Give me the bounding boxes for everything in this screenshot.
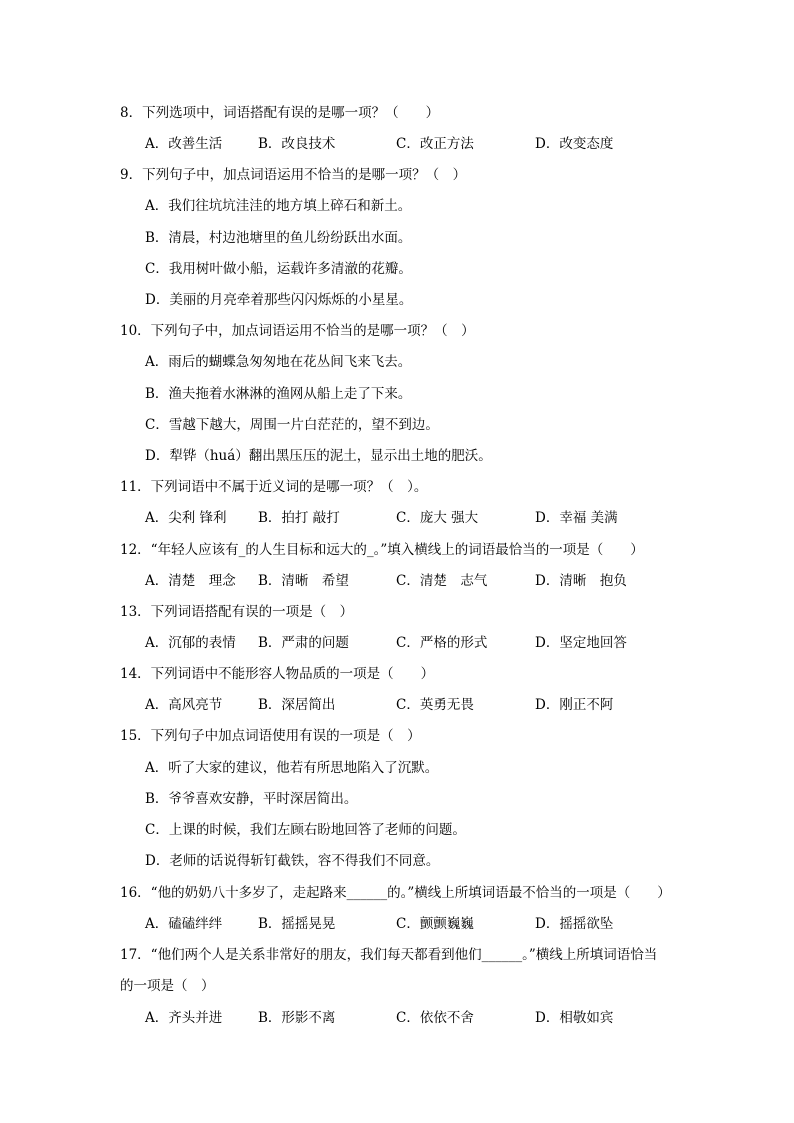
option-b: B．严肃的问题 — [258, 635, 349, 651]
option-d: D．相敬如宾 — [535, 1010, 614, 1026]
question-17-stem-line2: 的一项是（ ） — [120, 978, 215, 994]
question-10-stem: 10．下列句子中，加点词语运用不恰当的是哪一项？（ ） — [120, 323, 475, 339]
question-15-option-d: D．老师的话说得斩钉截铁，容不得我们不同意。 — [145, 853, 440, 869]
question-17-options — [0, 1008, 794, 1028]
option-c: C．严格的形式 — [396, 635, 488, 651]
option-b: B．摇摇晃晃 — [258, 916, 336, 932]
question-9-stem: 9．下列句子中，加点词语运用不恰当的是哪一项？（ ） — [120, 167, 467, 183]
question-13-options — [0, 633, 794, 653]
question-9-option-b: B．清晨，村边池塘里的鱼儿纷纷跃出水面。 — [145, 230, 412, 246]
option-a: A．尖利 锋利 — [145, 510, 227, 526]
question-10-option-c: C．雪越下越大，周围一片白茫茫的，望不到边。 — [145, 417, 439, 433]
option-b: B．清晰 希望 — [258, 573, 349, 589]
question-9-option-a: A．我们往坑坑洼洼的地方填上碎石和新土。 — [145, 198, 412, 214]
question-13-stem: 13．下列词语搭配有误的一项是（ ） — [120, 604, 354, 620]
option-d: D．摇摇欲坠 — [535, 916, 614, 932]
option-b: B．深居简出 — [258, 697, 336, 713]
question-10-option-d: D．犁铧（huá）翻出黑压压的泥土，显示出土地的肥沃。 — [145, 448, 492, 464]
question-15-option-a: A．听了大家的建议，他若有所思地陷入了沉默。 — [145, 760, 439, 776]
option-d: D．清晰 抱负 — [535, 573, 627, 589]
question-9-option-d: D．美丽的月亮牵着那些闪闪烁烁的小星星。 — [145, 292, 413, 308]
question-8-stem: 8．下列选项中，词语搭配有误的是哪一项？（ ） — [120, 105, 440, 121]
question-14-options — [0, 695, 794, 715]
question-8-options — [0, 134, 794, 154]
option-a: A．沉郁的表情 — [145, 635, 236, 651]
option-b: B．形影不离 — [258, 1010, 336, 1026]
question-12-stem: 12．“年轻人应该有_的人生目标和远大的_。”填入横线上的词语最恰当的一项是（ ） — [120, 542, 644, 558]
question-9-option-c: C．我用树叶做小船，运载许多清澈的花瓣。 — [145, 261, 412, 277]
option-a: A．高风亮节 — [145, 697, 223, 713]
option-b: B．拍打 敲打 — [258, 510, 340, 526]
question-15-stem: 15．下列句子中加点词语使用有误的一项是（ ） — [120, 728, 421, 744]
question-15-option-b: B．爷爷喜欢安静，平时深居简出。 — [145, 791, 358, 807]
option-c: C．依依不舍 — [396, 1010, 474, 1026]
option-c: C．颤颤巍巍 — [396, 916, 474, 932]
option-a: A．齐头并进 — [145, 1010, 223, 1026]
option-d: D．改变态度 — [535, 136, 614, 152]
option-c: C．庞大 强大 — [396, 510, 479, 526]
question-10-option-b: B．渔夫拖着水淋淋的渔网从船上走了下来。 — [145, 386, 412, 402]
question-10-option-a: A．雨后的蝴蝶急匆匆地在花丛间飞来飞去。 — [145, 354, 412, 370]
question-11-options — [0, 508, 794, 528]
option-a: A．磕磕绊绊 — [145, 916, 223, 932]
question-17-stem-line1: 17．“他们两个人是关系非常好的朋友，我们每天都看到他们______。”横线上所填词语恰当 — [120, 947, 658, 963]
question-11-stem: 11．下列词语中不属于近义词的是哪一项？（ ）。 — [120, 479, 428, 495]
option-d: D．坚定地回答 — [535, 635, 627, 651]
option-b: B．改良技术 — [258, 136, 336, 152]
option-c: C．改正方法 — [396, 136, 474, 152]
question-12-options — [0, 571, 794, 591]
option-a: A．清楚 理念 — [145, 573, 236, 589]
option-c: C．英勇无畏 — [396, 697, 474, 713]
question-14-stem: 14．下列词语中不能形容人物品质的一项是（ ） — [120, 666, 435, 682]
question-16-stem: 16．“他的奶奶八十多岁了，走起路来______的。”横线上所填词语最不恰当的一项是（ ） — [120, 885, 671, 901]
question-15-option-c: C．上课的时候，我们左顾右盼地回答了老师的问题。 — [145, 822, 466, 838]
question-16-options — [0, 914, 794, 934]
option-d: D．幸福 美满 — [535, 510, 618, 526]
option-a: A．改善生活 — [145, 136, 223, 152]
option-c: C．清楚 志气 — [396, 573, 488, 589]
option-d: D．刚正不阿 — [535, 697, 614, 713]
